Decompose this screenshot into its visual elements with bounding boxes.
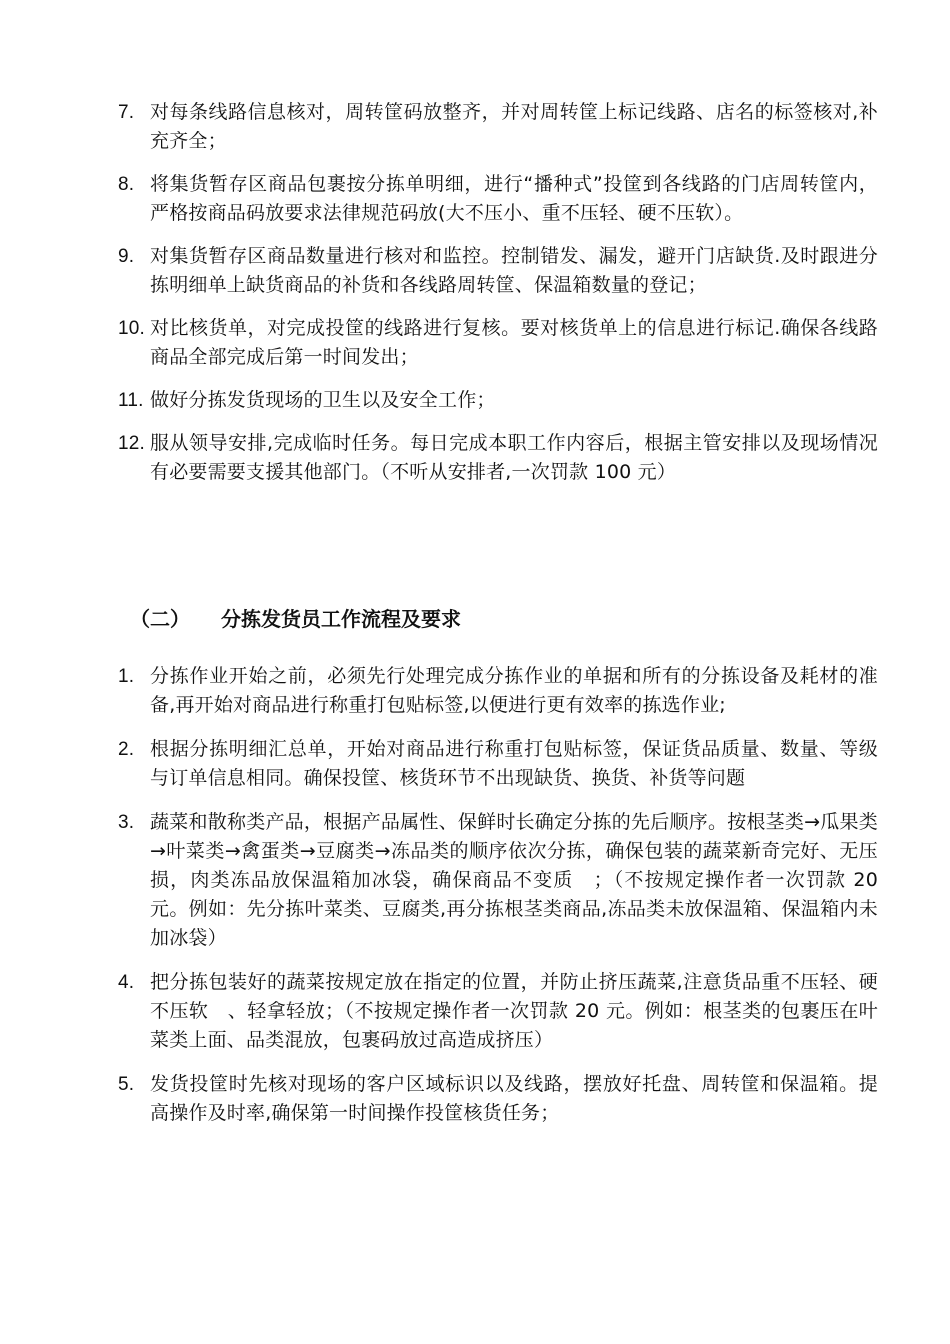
- item-text: 做好分拣发货现场的卫生以及安全工作；: [150, 389, 496, 411]
- item-text: 分拣作业开始之前，必须先行处理完成分拣作业的单据和所有的分拣设备及耗材的准备,再开始对商品进行称重打包贴标签,以便进行更有效率的拣选作业;: [150, 665, 878, 716]
- list-item: [118, 1070, 878, 1128]
- item-text: 发货投筐时先核对现场的客户区域标识以及线路，摆放好托盘、周转筐和保温箱。提高操作及时率,确保第一时间操作投筐核货任务；: [150, 1073, 878, 1124]
- item-number: 1.: [118, 666, 135, 687]
- list-item: [118, 429, 878, 487]
- list-item: [118, 735, 878, 793]
- item-text: 服从领导安排,完成临时任务。每日完成本职工作内容后，根据主管安排以及现场情况有必要需要支援其他部门。（不听从安排者,一次罚款 100 元）: [150, 432, 878, 483]
- item-text: 蔬菜和散称类产品，根据产品属性、保鲜时长确定分拣的先后顺序。按根茎类→瓜果类→叶菜类→禽蛋类→豆腐类→冻品类的顺序依次分拣，确保包装的蔬菜新奇完好、无压损，肉类冻品放保温箱加冰袋，确保商品不变质 ；（不按规定操作者一次罚款 20 元。例如：先分拣叶菜类、豆腐类,再分拣根茎类商品,冻品类未放保温箱、保温箱内未加冰袋）: [150, 811, 878, 949]
- item-number: 7.: [118, 102, 135, 123]
- duty-list-continued: [118, 98, 878, 501]
- list-item: [118, 314, 878, 372]
- item-number: 3.: [118, 812, 135, 833]
- item-text: 根据分拣明细汇总单，开始对商品进行称重打包贴标签，保证货品质量、数量、等级与订单信息相同。确保投筐、核货环节不出现缺货、换货、补货等问题: [150, 738, 878, 789]
- item-number: 5.: [118, 1074, 135, 1095]
- item-number: 12.: [118, 433, 146, 454]
- workflow-list: [118, 662, 878, 1143]
- section-heading: [130, 604, 461, 634]
- item-number: 11.: [118, 390, 144, 411]
- item-number: 10.: [118, 318, 146, 339]
- list-item: [118, 808, 878, 953]
- list-item: [118, 968, 878, 1055]
- item-text: 将集货暂存区商品包裹按分拣单明细，进行“播种式”投筐到各线路的门店周转筐内，严格按商品码放要求法律规范码放(大不压小、重不压轻、硬不压软）。: [150, 173, 878, 224]
- item-text: 对比核货单，对完成投筐的线路进行复核。要对核货单上的信息进行标记.确保各线路商品全部完成后第一时间发出；: [150, 317, 878, 368]
- item-number: 2.: [118, 739, 135, 760]
- item-number: 4.: [118, 972, 135, 993]
- item-number: 8.: [118, 174, 135, 195]
- list-item: [118, 662, 878, 720]
- list-item: [118, 170, 878, 228]
- section-title: 分拣发货员工作流程及要求: [220, 607, 461, 631]
- list-item: [118, 98, 878, 156]
- item-text: 对集货暂存区商品数量进行核对和监控。控制错发、漏发，避开门店缺货.及时跟进分拣明细单上缺货商品的补货和各线路周转筐、保温箱数量的登记；: [150, 245, 878, 296]
- item-text: 把分拣包装好的蔬菜按规定放在指定的位置，并防止挤压蔬菜,注意货品重不压轻、硬不压软 、轻拿轻放；（不按规定操作者一次罚款 20 元。例如：根茎类的包裹压在叶菜类上面、品类混放，包裹码放过高造成挤压）: [150, 971, 878, 1051]
- list-item: [118, 386, 878, 415]
- item-text: 对每条线路信息核对，周转筐码放整齐，并对周转筐上标记线路、店名的标签核对,补充齐全；: [150, 101, 878, 152]
- item-number: 9.: [118, 246, 135, 267]
- section-number: （二）: [130, 607, 190, 631]
- list-item: [118, 242, 878, 300]
